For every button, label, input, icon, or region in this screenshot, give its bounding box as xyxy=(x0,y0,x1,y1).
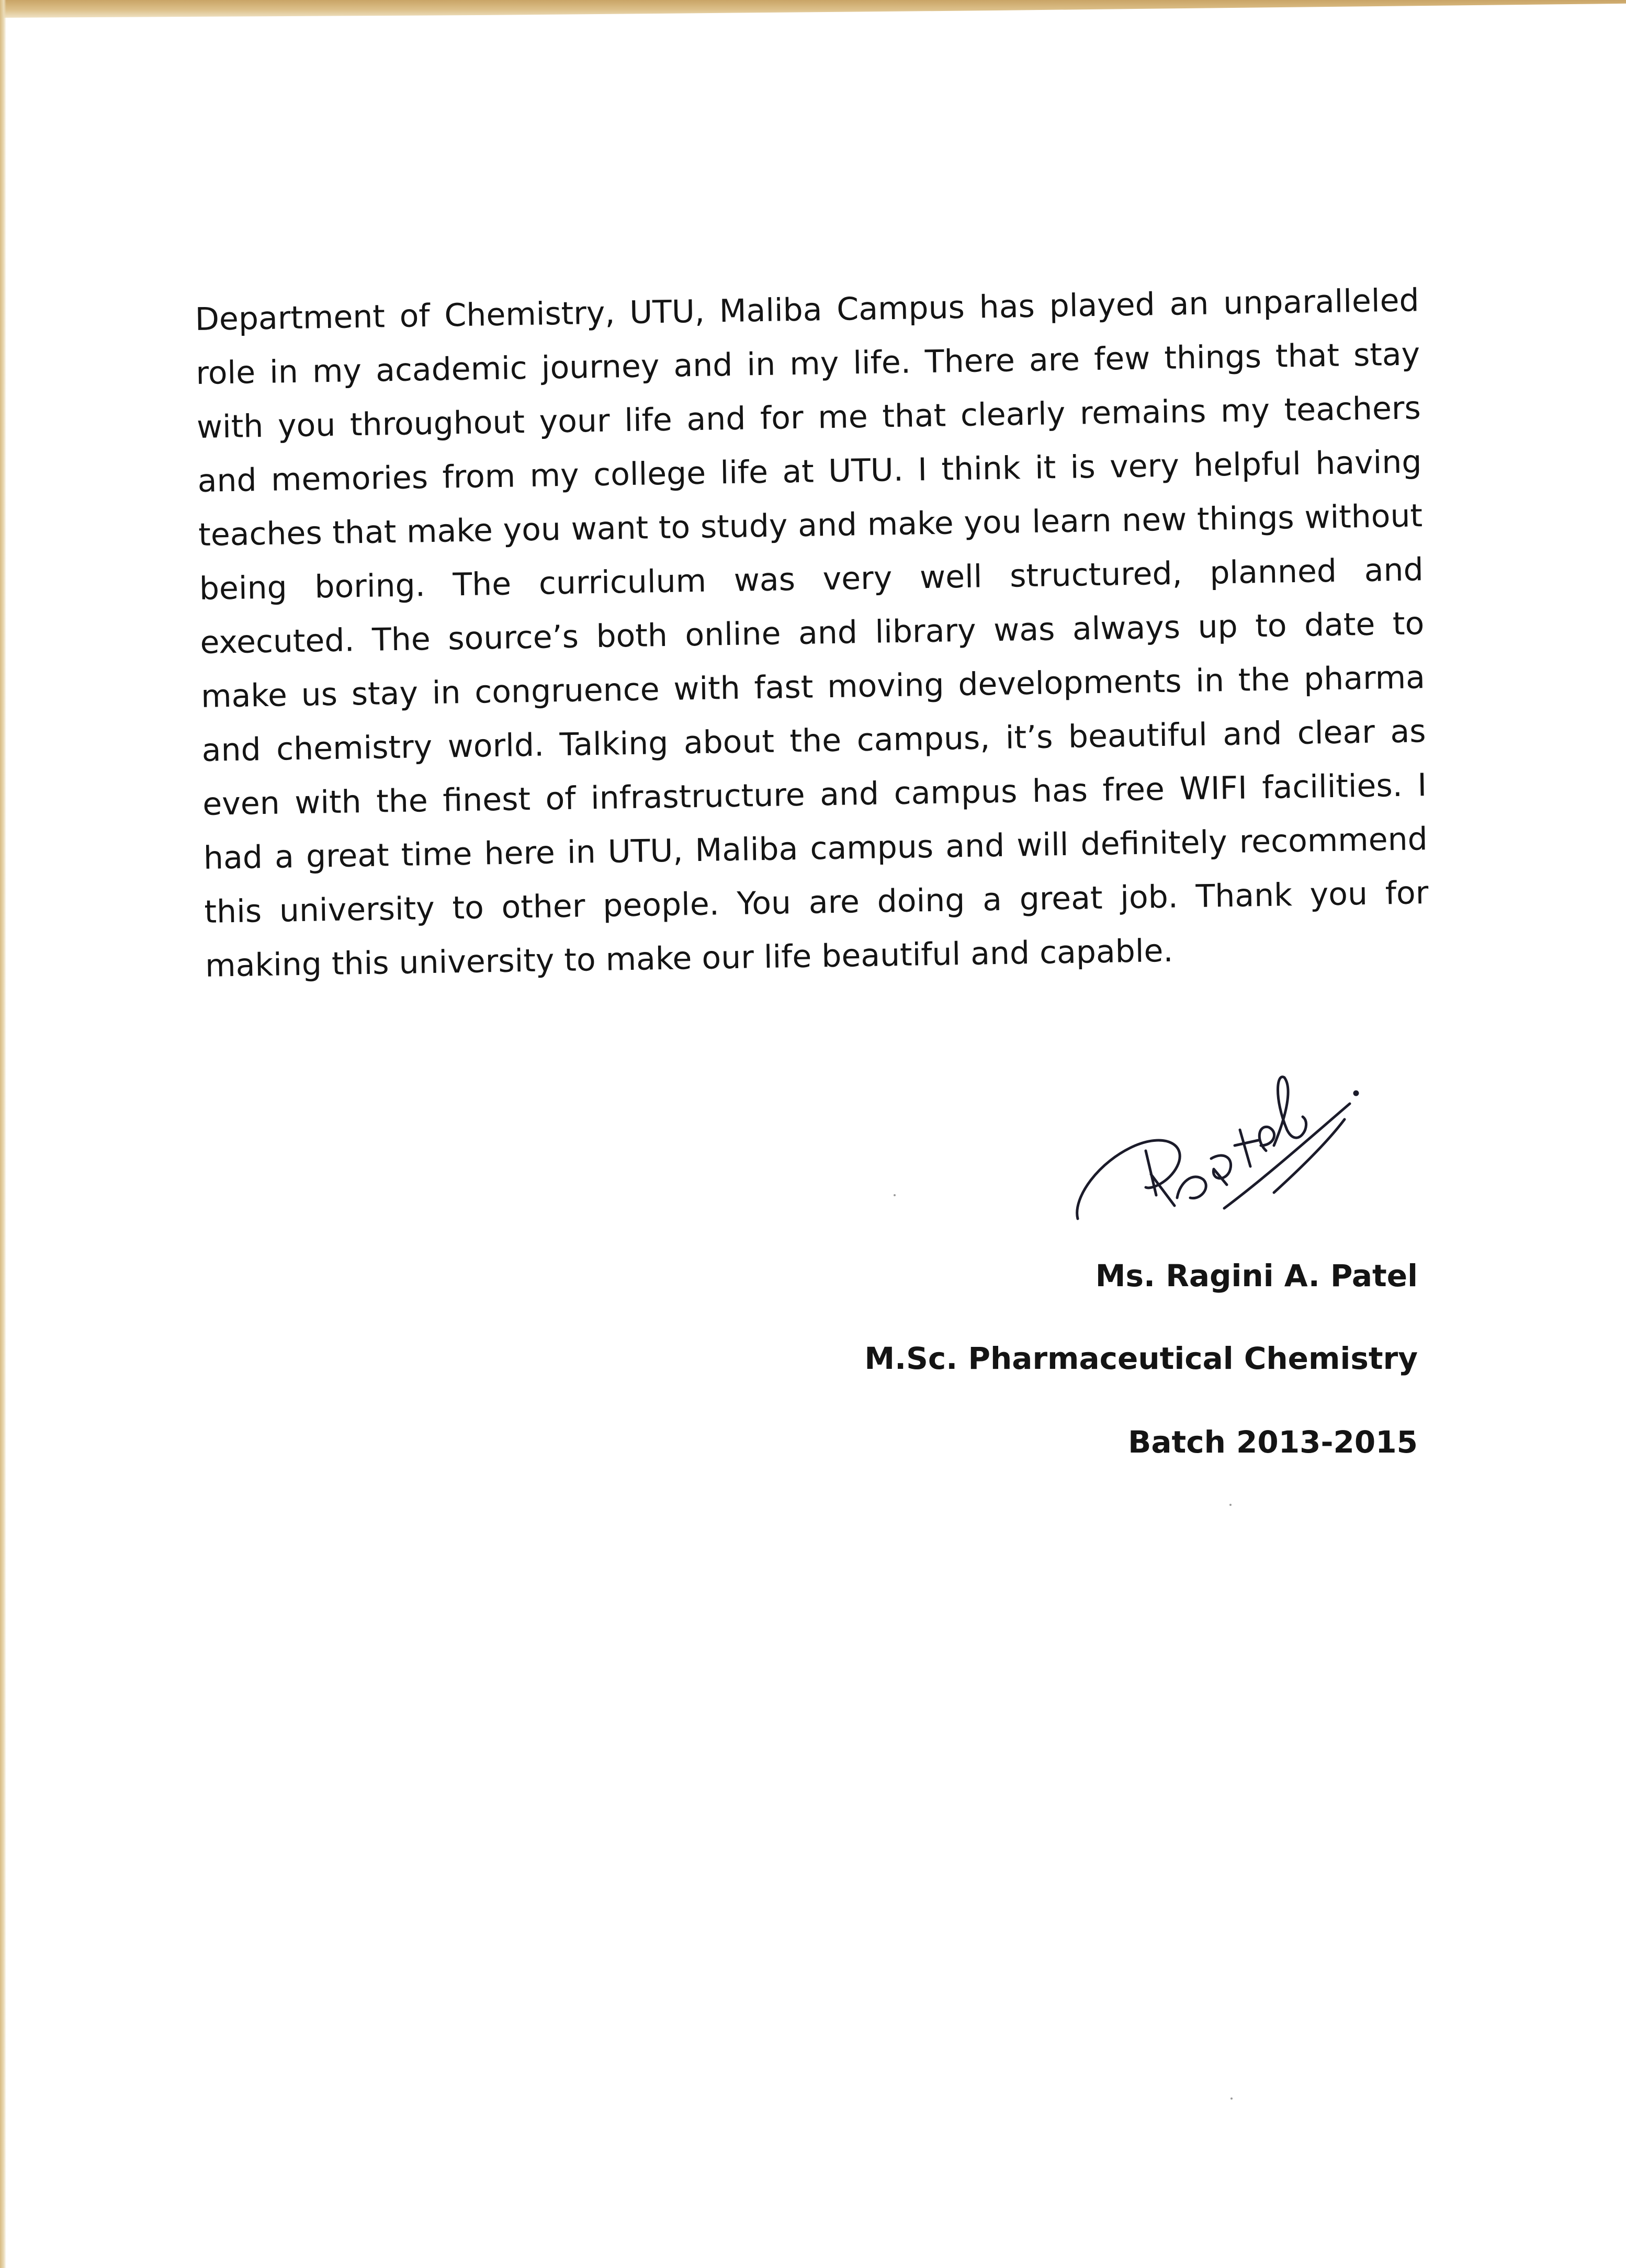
scan-speck xyxy=(1230,2097,1233,2100)
wooden-table-edge-top xyxy=(0,0,1626,18)
signatory-course: M.Sc. Pharmaceutical Chemistry xyxy=(864,1341,1418,1376)
scan-speck xyxy=(1229,1504,1232,1506)
signatory-name: Ms. Ragini A. Patel xyxy=(1095,1258,1418,1294)
letter-body-text: Department of Chemistry, UTU, Maliba Campus has played an unparalleled role in my academic journey and in my life. There are few things that stay with you throughout your life and for me that clearly remains my teachers and memories from my college life at UTU. I think it is very helpful having teaches that make you want to study and make you learn new things without being boring. The curriculum was very well structured, planned and executed. The source’s both online and library was always up to date to make us stay in congruence with fast moving developments in the pharma and chemistry world. Talking about the campus, it’s beautiful and clear as even with the finest of infrastructure and campus has free WIFI facilities. I had a great time here in UTU, Maliba campus and will definitely recommend this university to other people. You are doing a great job. Thank you for making this university to make our life beautiful and capable. xyxy=(195,282,1429,984)
wooden-table-edge-left xyxy=(0,0,6,2268)
scan-speck xyxy=(894,1194,896,1196)
handwritten-signature xyxy=(1067,1067,1360,1240)
signatory-batch: Batch 2013-2015 xyxy=(1128,1424,1418,1460)
